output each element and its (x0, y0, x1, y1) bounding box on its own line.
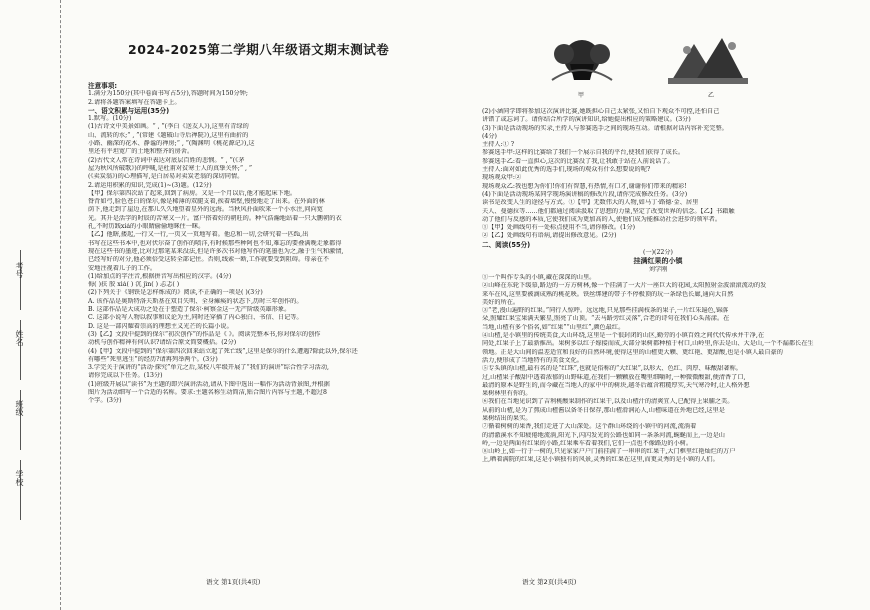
binding-margin (0, 0, 61, 610)
question-line: (《卖炭翁》)的心理描写,是白居易对卖炭老翁的深切同情。 (88, 173, 244, 181)
article-paragraph: 岭,一边是两面有红果的小路,红果乘车看着我们,它们一点也不像路边的小树。 (482, 439, 693, 447)
article-author: 刘学刚 (648, 265, 668, 273)
background-pictures (482, 30, 834, 102)
kaohao-line (20, 250, 21, 310)
section-heading: 二、阅读(55分) (482, 240, 531, 249)
article-paragraph: 的清澈溪水不知疲倦地流淌,阳光下,闪闪发光的公路也如同一条条河流,蜿蜒而上,一边是山 (482, 431, 725, 439)
section-heading: 一、语文积累与运用(35分) (88, 106, 170, 115)
article-paragraph: 领地。正是大山间的温差适宜和良好的自然环境,使得这里的山楂更大颗、更红艳、更甜酸,也是小镇人最自豪的 (482, 348, 783, 356)
article-paragraph: ③“老,漫山遍野的红果。”同行人惊呼。远远地,只见那些挂满枝条的果子,一片红朱遍色,锦落 (482, 307, 729, 315)
reading-illustration (482, 30, 834, 90)
passage-line: 已经写好的对分,他必须倍受这转全部记住。否则,线索一断,工作就要受到阻碍。母亲在不 (88, 256, 330, 264)
article-paragraph: 美好的所在。 (482, 298, 520, 306)
article-paragraph: ⑥我们在当地见识到了吉利桃酸果制作的红果干,以及山楂汁的清爽宜人,已配得上果脯之美。 (482, 398, 734, 406)
xuexiao-line (20, 460, 21, 520)
speech-draft-line: 读书是改变人生的途径与方式。①【甲】无数伟大的人物,如马丁·路德·金、居里 (482, 199, 699, 207)
question-line: ②【乙】处画线句有语病,请提出修改意见。(2分) (482, 232, 617, 240)
option-a: A. 该作品是奥斯特洛夫斯基在双目失明、全身瘫痪的状态下,历时三年创作的。 (88, 297, 303, 305)
dialogue-line: 主持人:面对如此优秀的选手们,现场的观众有什么想要说的呢? (482, 166, 651, 174)
dialogue-line: 现场观众乙:我也想为你们!你们有智慧,有热情,有口才,谢谢你们带来的精彩! (482, 182, 687, 190)
question-line: 里还有平坦宽广的土地和整齐的房舍。 (88, 148, 194, 156)
subsection-number: (一)(22分) (643, 249, 673, 257)
picture-yi-caption: 乙 (708, 92, 715, 99)
question-stem: 3.学完关于演讲的“活动·探究”单元之后,某校八年级开展了“我们的演讲”综合性学习活动, (88, 364, 330, 372)
question-line: (4)下面是活动现场某同学现场演讲稿的修改片段,请你完成修改任务。(3分) (482, 190, 688, 198)
notes-block (88, 82, 440, 406)
article-paragraph: ④山楂,是小镇里的传统美食,大山环绕,这里是一个很封闭的山区,勤劳的小镇百姓之间代代传承并干净,在 (482, 332, 765, 340)
article-paragraph: 从前的山楂,是为了熬成山楂酱以备冬日保存,那山楂滑润沁人,山楂味道在外地已经,这里是 (482, 406, 725, 414)
dialogue-line: 现场观众甲:② (482, 174, 522, 182)
article-paragraph: 同处,红果子上了最新推出。果树多以红子嫁接而成,大部分果树都种植于村口,山岭里,你去是山、大是山,一个不漏都长在生 (482, 340, 814, 348)
option-c: C. 这部小说写人物以叙事和议论为主,同时还穿插了内心独白、书信、日记等。 (88, 314, 303, 322)
article-paragraph: 来车在风,这里要被滴成熟的桃花映。铁丝绑建的带子不停极顶的玩一条绿色长廊,通向大自然 (482, 290, 734, 298)
question-line: 图片为活动细写一个合适的名称。要求:主题名称生动简洁,贴合图片内容与主题,不超过8 (88, 388, 327, 396)
note-line: 2.请将各题答案填写在答题卡上。 (88, 98, 181, 106)
dialogue-line: 参赛选手乙:看一直担心,这次的比赛没了我,让我敢于站在人前说话了。 (482, 157, 674, 165)
article-paragraph: 果树结出的果实。 (482, 414, 532, 422)
dialogue-line: 参赛选手甲:这样的比赛给了我们一个展示自我的平台,使我们获得了成长。 (482, 149, 685, 157)
question-line: (2)古代文人常在诗词中表达对底层百姓的悲悯。“ , ”(《茅 (88, 156, 245, 164)
question-line: 有哪些“死里逃生”的经历?请再列举两个。(3分) (88, 355, 218, 363)
banji-line (20, 390, 21, 450)
question-line: (1)给加点的字注音,根据拼音写出相应的汉字。(4分) (88, 272, 232, 280)
article-paragraph: ②山峰在东轮下缓慕,路边的一方方树林,像一个挂满了一大片一座巨大的花园,太阳照射金波滚滚流动的发 (482, 282, 767, 290)
passage-line: 安地注视着儿子的工作。 (88, 264, 157, 272)
question-line: (3)【乙】文段中提到的保尔“初次创作”的作品是《 》。阅读完整本书,你对保尔的创作 (88, 330, 321, 338)
right-text-block (482, 108, 834, 465)
passage-line: 【甲】保尔第四次站了起来,回到了病房。又是一个月以后,他才能起床下地。 (88, 189, 297, 197)
page-footer-right: 语文 第2页(共4页) (522, 578, 577, 586)
speech-draft-line: 动了他们与反感的本质,它使我们成为更加高的人,使他们成为能推动社会进步的领军者。 (482, 215, 722, 223)
article-paragraph: 上,晒着满院的红果,这是小镇独有的风景,灵秀的红果在这里,而更灵秀的是小镇的人们。 (482, 456, 719, 464)
question-line: (2)下列关于《钢铁是怎样炼成的》阅读,不正确的一项是( )(3分) (88, 289, 263, 297)
question-line: (4分) (482, 132, 497, 140)
article-paragraph: 最清的原本是野生的,而今藏在当地人的家中中的树块,越冬后蕴含粗糙厚实,天气寒冷时,让人格外想 (482, 381, 750, 389)
article-paragraph: 朵,照耀红果宝果满天繁星,照亮了山顶。“去马路旁红灵落”,合老的诗句在我们心头荡漾。在 (482, 315, 730, 323)
passage-line: 荫下,他走到了崖边,在那儿久久地望着星外的远海。当秋风扑面吹来一个小水注,问向宽 (88, 206, 323, 214)
question-line: (4)【甲】文段中提到的“保尔第四次回来站立起了死亡线”,这里是保尔的什么遭遇?除此以外,保尔还 (88, 347, 358, 355)
picture-jia (552, 40, 612, 80)
question-line: 请你完成以下任务。(13分) (88, 372, 163, 380)
page-footer-left: 语文 第1页(共4页) (206, 578, 261, 586)
banji-label: 班级 (15, 400, 24, 416)
article-paragraph: 过,山楂果子酸甜中透着浓郁的山野味道,在我们一颗颗放在嘴里细嚼时,一种微微酸甜,便清香了口, (482, 373, 746, 381)
question-line: (3)下面是活动现场的实录,主持人与参赛选手之间的现场互动。请根据对话内容补充完整。 (482, 124, 728, 132)
article-title: 挂满红果的小镇 (633, 257, 683, 266)
passage-line: 光。其升是活字的时辰的苦寒又一片。富户搭着好的朝旺的。种气浩瀚地站着一只大鹏朝的衣 (88, 214, 342, 222)
article-paragraph: ①一个叫作专头的小镇,藏在深深的山里。 (482, 273, 596, 281)
kaohao-label: 考号 (15, 262, 24, 278)
question-line: 山、流转的水;“ , ”(常建《题破山寺后禅院》),这里有曲折的 (88, 131, 249, 139)
speech-draft-line: 夫人、曼德拉等……他们都通过阅读汲取了思想的力量,坚定了改变世界的信念。【乙】书籍触 (482, 207, 735, 215)
passage-line: 【乙】他瞎,搂起,一行又一行,一页又一页地写着。他总和一切,会研究着一匹fù,出 (88, 231, 309, 239)
article-paragraph: ⑦循着树树的果香,我们走进了大山深处。这个群山环绕的小镇中的河流,流淌着 (482, 423, 697, 431)
question-line: 屋为秋风所破歌》)的呼喊,是杜甫对贫寒士人的真挚关怀;“ , ” (88, 164, 253, 172)
option-d: D. 这是一部闪耀着崇高的理想主义光芒的长篇小说。 (88, 322, 233, 330)
xingming-label: 姓名 (15, 330, 24, 346)
right-column (482, 0, 834, 610)
passage-line: 孔,不时历践xiá的小眼睛偷偷地眯住一眯。 (88, 223, 205, 231)
question-line: (1)古诗文中美景如画。“ , ”(李白《送友人》),这里有青绿的 (88, 123, 249, 131)
question-line: 个字。(3分) (88, 397, 122, 405)
question-line: (2)小涵同学即将参加这次演讲比赛,她既担心自己太紧张,又怕自下观众不可控,还怕自己 (482, 108, 720, 115)
notes-heading: 注意事项: (88, 82, 118, 90)
question-line: (1)班级开展以“读书”为主题的即兴演讲活动,请从下图中选出一幅作为活动背景图,并根据 (88, 380, 330, 388)
picture-jia-caption: 甲 (578, 92, 585, 99)
question-stem: 2.请运用积累的知识,完成(1)~(3)题。(12分) (88, 181, 212, 189)
exam-title: 2024-2025第二学期八年级语文期末测试卷 (128, 42, 390, 57)
answer-row: 侮( )扶 胶 xiá( ) 沉 jìn( ) 忐忑( ) (88, 281, 180, 289)
article-paragraph: ⑤专头镇的山楂,最有名的是“红珠”,也就是俗称的“大红果”,以形大、色红、肉厚、味酸甜著称。 (482, 365, 742, 373)
passage-line: 书写在这些书本中,也对伏尔奋了创作的喷洋,有时候那些种阿也不知,难忘的要叠满晚走象都得 (88, 239, 342, 247)
question-stem: 1.默写。(10分) (88, 115, 132, 123)
question-line: 小路、幽深的花木、静谧的禅房;“ , ”(陶渊明《桃花源记》),这 (88, 140, 255, 148)
question-line: ①【甲】处画线句有一处标点使用不当,请你修改。(1分) (482, 224, 636, 232)
passage-line: 脊背如弓,脸色苍白的保尔,像是稀薄的双腿支着,挨着墙壁,慢慢地走了出来。在外面的林 (88, 198, 325, 206)
left-column (88, 0, 440, 610)
xuexiao-label: 学校 (15, 470, 24, 486)
article-paragraph: 果树林里有你的。 (482, 390, 532, 398)
option-b: B. 这部作品是大成功之处在于塑造了保尔·柯察金这一无产阶级英雄形象。 (88, 306, 291, 314)
picture-yi (668, 38, 748, 84)
question-line: 动机与创作精神有何认识?请结合原文简要概括。(2分) (88, 339, 237, 347)
note-line: 1.满分为150分(其中卷面书写占5分),答题时间为150分钟; (88, 90, 248, 98)
article-paragraph: 活力,便形成了当地特有的美食文化。 (482, 356, 583, 364)
passage-line: 现在这些书的墨迹,比对过那笔某来没法,但是许多次书对他写作的笔墨也为之,融于生气和激情, (88, 247, 344, 255)
question-line: 讲错了或忘词了。请你结合所学的演讲知识,给她提出相应的策略建议。(3分) (482, 116, 691, 124)
article-paragraph: 当地,山楂有多个俗名,如“红果”“山里红”,颜色最红。 (482, 323, 625, 331)
article-paragraph: ⑧山岭上,如一行于一树的,只见家家户户门前挂满了一串串的红果干,大门框里红艳灿烂的万户 (482, 448, 736, 456)
xingming-line (20, 320, 21, 380)
dialogue-line: 主持人:① ? (482, 141, 515, 149)
